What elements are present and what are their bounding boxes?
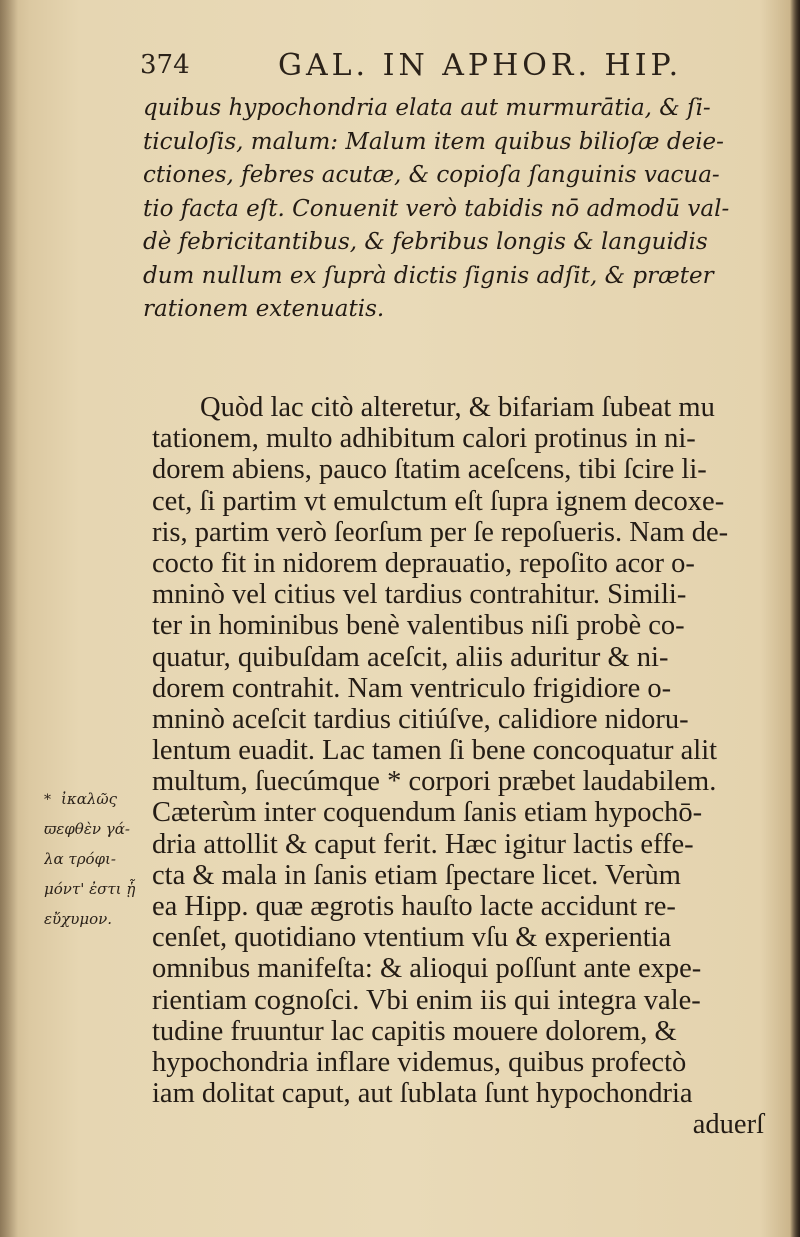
commentary-line: mninò vel citius vel tardius contrahitur. Simili- [152,579,687,611]
page-header [140,46,740,90]
greek-margin-note [44,784,156,934]
margin-note-line: λα τρόφι- [44,850,117,868]
gutter-shadow [0,0,18,1237]
page-edge [790,0,800,1237]
commentary-line: tudine fruuntur lac capitis mouere dolorem, & [152,1015,677,1047]
commentary-line: rientiam cognoſci. Vbi enim iis qui integra vale- [152,984,701,1016]
commentary-line: Cæterùm inter coquendum ſanis etiam hypochō- [152,797,703,829]
margin-note-line: μόντ' ἐστι ᾗ [44,880,136,898]
commentary-line: ris, partim verò ſeorſum per ſe repoſueris. Nam de- [152,516,729,548]
commentary-line: ea Hipp. quæ ægrotis hauſto lacte accidunt re- [152,891,676,922]
commentary-line: iam dolitat caput, aut ſublata ſunt hypochondria [152,1078,693,1110]
commentary-line: cet, ſi partim vt emulctum eſt ſupra ignem decoxe- [152,485,725,517]
commentary-line: quatur, quibuſdam aceſcit, aliis aduritur & ni- [152,641,669,673]
commentary-line: dorem abiens, pauco ſtatim aceſcens, tibi ſcire li- [152,454,707,486]
aphorism-line: dum nullum ex ſuprà dictis ſignis adſit, & præter [143,262,714,289]
margin-note-text: ἰκαλῶς [61,790,117,808]
commentary-line: dorem contrahit. Nam ventriculo frigidiore o- [152,672,672,704]
aphorism-line: ctiones, febres acutæ, & copioſa ſanguinis vacua- [143,162,720,188]
aphorism-line: tio facta eſt. Conuenit verò tabidis nō admodū val- [143,195,730,222]
commentary-line: ter in hominibus benè valentibus niſi probè co- [152,610,685,642]
commentary-line: cocto fit in nidorem deprauatio, repoſito acor o- [152,547,695,579]
commentary-line: dria attollit & caput ferit. Hæc igitur lactis effe- [152,828,694,860]
margin-note-line [44,784,156,814]
commentary-text [152,392,766,1141]
commentary-line: tationem, multo adhibitum calori protinus in ni- [152,423,696,455]
catchword: aduerſ [692,1109,764,1141]
commentary-line: Quòd lac citò alteretur, & bifariam ſubeat mu [200,392,715,423]
page-number: 374 [140,50,190,80]
commentary-line: cenſet, quotidiano vtentium vſu & experientia [152,922,672,954]
aphorism-line: ticuloſis, malum: Malum item quibus bilioſæ deie- [143,128,724,155]
commentary-line: multum, ſuecúmque * corpori præbet laudabilem. [152,766,717,798]
aphorism-line: quibus hypochondria elata aut murmurātia, & ſi- [143,95,711,121]
running-head: GAL. IN APHOR. HIP. [278,48,683,83]
aphorism-line: dè febricitantibus, & febribus longis & languidis [143,229,708,255]
commentary-line: cta & mala in ſanis etiam ſpectare licet. Verùm [152,859,681,891]
asterisk-marker: * [44,792,51,808]
commentary-line: omnibus manifeſta: & alioqui poſſunt ante expe- [152,953,702,985]
commentary-line: mninò aceſcit tardius citiúſve, calidiore nidoru- [152,703,689,735]
commentary-line: hypochondria inflare videmus, quibus profectò [152,1046,687,1078]
margin-note-line: ϖεφθὲν γά- [44,820,130,838]
margin-note-line: εὔχυμον. [44,910,113,928]
aphorism-line: rationem extenuatis. [143,296,385,322]
aphorism-text [143,92,768,327]
commentary-line: lentum euadit. Lac tamen ſi bene concoquatur alit [152,735,718,767]
